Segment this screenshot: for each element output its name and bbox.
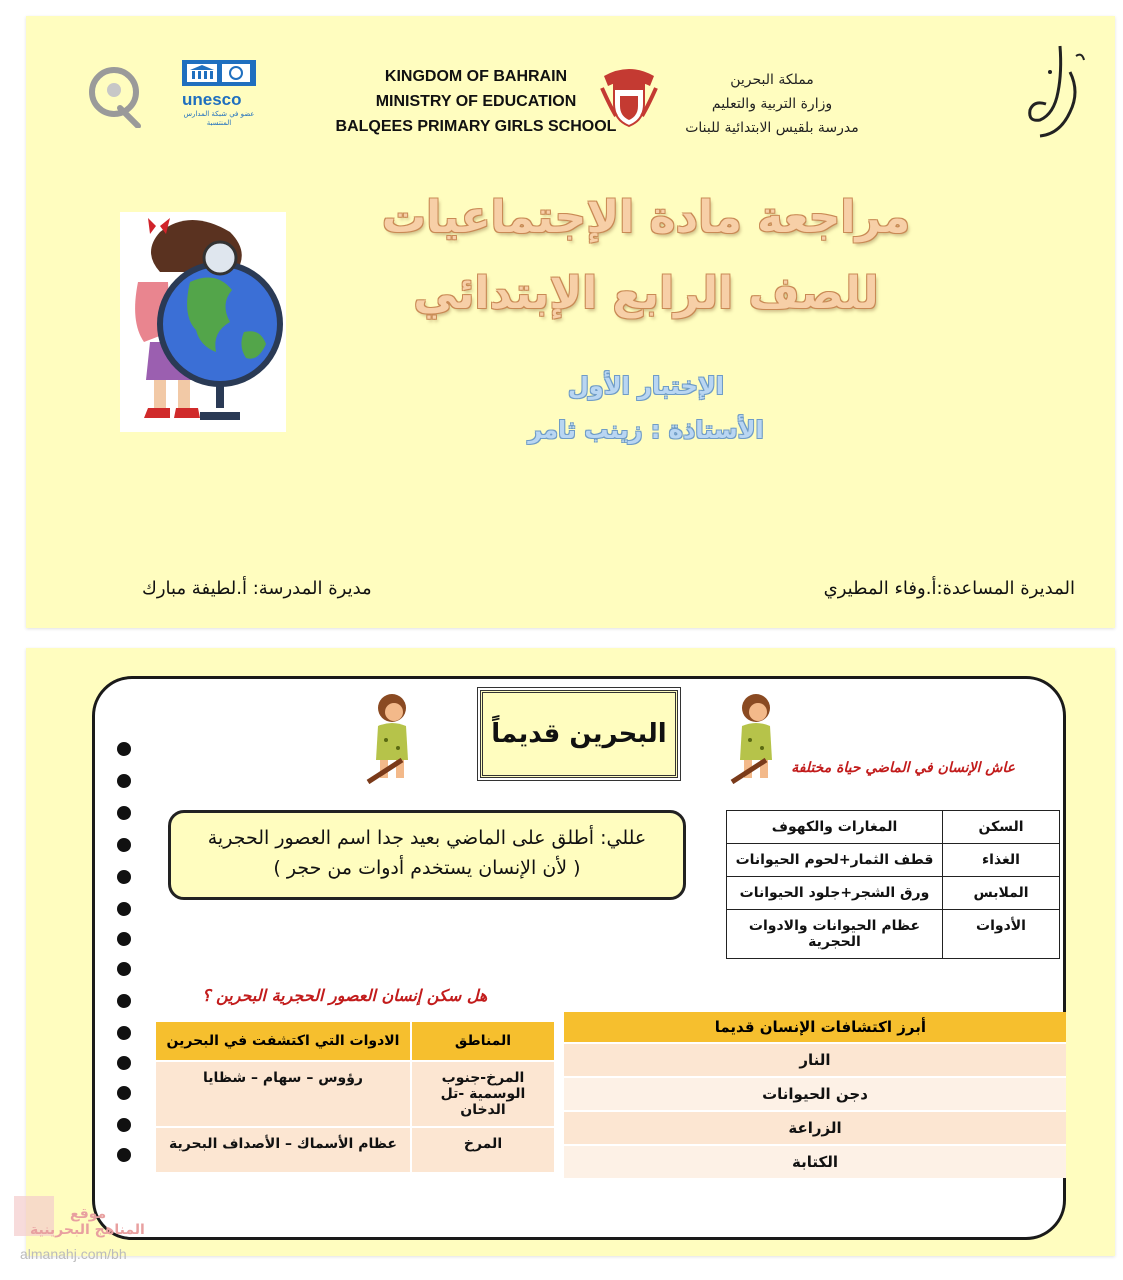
binder-dot <box>117 1118 131 1132</box>
school-logo-icon <box>1020 42 1090 142</box>
life-key: الغذاء <box>943 844 1060 877</box>
binder-dot <box>117 1086 131 1100</box>
binder-dot <box>117 838 131 852</box>
english-header-line-1: KINGDOM OF BAHRAIN <box>384 68 568 85</box>
arabic-header <box>657 68 887 140</box>
unesco-caption: عضو في شبكة المدارس المنتسبة <box>183 110 255 127</box>
binder-dot <box>117 1056 131 1070</box>
girl-globe-illustration-icon <box>120 212 286 432</box>
english-header <box>326 64 626 139</box>
life-value: المغارات والكهوف <box>727 811 943 844</box>
discovery-item: النار <box>564 1043 1066 1077</box>
watermark <box>10 1196 180 1266</box>
discoveries-header: أبرز اكتشافات الإنسان قديما <box>564 1012 1066 1043</box>
assistant-principal: المديرة المساعدة:أ.وفاء المطيري <box>823 578 1075 599</box>
caveman-icon <box>726 690 786 784</box>
section-title: البحرين قديماً <box>480 690 678 778</box>
binder-dot <box>117 962 131 976</box>
life-table <box>726 810 1060 959</box>
life-key: الأدوات <box>943 910 1060 959</box>
cover-title-line-2: للصف الرابع الإبتدائي <box>413 268 879 319</box>
table-row <box>727 877 1060 910</box>
column-header: المناطق <box>411 1022 554 1061</box>
life-key: الملابس <box>943 877 1060 910</box>
reason-box <box>168 810 686 900</box>
exam-label: الإختبار الأول <box>567 372 724 400</box>
tools-cell: عظام الأسماك – الأصداف البحرية <box>155 1127 411 1172</box>
binder-dot <box>117 742 131 756</box>
cover-page <box>26 16 1115 628</box>
cover-title-line-1: مراجعة مادة الإجتماعيات <box>381 192 911 243</box>
tools-cell: رؤوس – سهام – شظايا <box>155 1061 411 1127</box>
principal: مديرة المدرسة: أ.لطيفة مبارك <box>142 578 372 599</box>
unesco-logo <box>182 60 256 126</box>
region-cell: المرخ-جنوب الوسمية -تل الدخان <box>411 1061 554 1127</box>
region-cell: المرخ <box>411 1127 554 1172</box>
watermark-line-2: المناهج البحرينية <box>30 1222 145 1238</box>
unesco-temple-icon <box>182 60 256 86</box>
teacher-name: الأستاذة : زينب ثامر <box>528 416 764 444</box>
watermark-line-1: موقع <box>70 1206 107 1222</box>
english-header-line-2: MINISTRY OF EDUCATION <box>375 93 577 110</box>
reason-line-2: ( لأن الإنسان يستخدم أدوات من حجر ) <box>273 857 581 879</box>
binder-dot <box>117 870 131 884</box>
arabic-header-line-3: مدرسة بلقيس الابتدائية للبنات <box>685 120 859 136</box>
life-value: قطف الثمار+لحوم الحيوانات <box>727 844 943 877</box>
binder-dot <box>117 806 131 820</box>
binder-dot <box>117 774 131 788</box>
binder-dot <box>117 932 131 946</box>
binder-dot <box>117 1026 131 1040</box>
life-caption: عاش الإنسان في الماضي حياة مختلفة <box>791 760 1015 776</box>
life-value: عظام الحيوانات والادوات الحجرية <box>727 910 943 959</box>
bahrain-emblem-icon <box>600 66 658 128</box>
table-row <box>564 1111 1066 1145</box>
discoveries-table <box>564 1012 1066 1178</box>
table-row <box>727 811 1060 844</box>
table-row <box>155 1061 554 1127</box>
regions-table <box>154 1022 554 1172</box>
table-row <box>727 910 1060 959</box>
life-value: ورق الشجر+جلود الحيوانات <box>727 877 943 910</box>
binder-dot <box>117 994 131 1008</box>
table-row <box>564 1145 1066 1178</box>
arabic-header-line-1: مملكة البحرين <box>730 72 814 88</box>
table-header-row <box>155 1022 554 1061</box>
english-header-line-3: BALQEES PRIMARY GIRLS SCHOOL <box>335 118 617 135</box>
binder-dot <box>117 902 131 916</box>
caveman-icon <box>362 690 422 784</box>
reason-line-1: عللي: أطلق على الماضي بعيد جدا اسم العصور الحجرية <box>207 827 647 849</box>
discovery-item: الزراعة <box>564 1111 1066 1145</box>
binder-dot <box>117 1148 131 1162</box>
column-header: الادوات التي اكتشفت في البحرين <box>155 1022 411 1061</box>
table-header-row <box>564 1012 1066 1043</box>
review-page <box>26 648 1115 1256</box>
unesco-text: unesco <box>182 90 242 109</box>
arabic-header-line-2: وزارة التربية والتعليم <box>711 96 833 112</box>
quality-logo-icon <box>86 60 146 128</box>
question-caption: هل سكن إنسان العصور الحجرية البحرين ؟ <box>202 986 488 1005</box>
table-row <box>564 1077 1066 1111</box>
table-row <box>155 1127 554 1172</box>
table-row <box>727 844 1060 877</box>
discovery-item: الكتابة <box>564 1145 1066 1178</box>
discovery-item: دجن الحيوانات <box>564 1077 1066 1111</box>
watermark-url: almanahj.com/bh <box>20 1246 127 1262</box>
table-row <box>564 1043 1066 1077</box>
life-key: السكن <box>943 811 1060 844</box>
